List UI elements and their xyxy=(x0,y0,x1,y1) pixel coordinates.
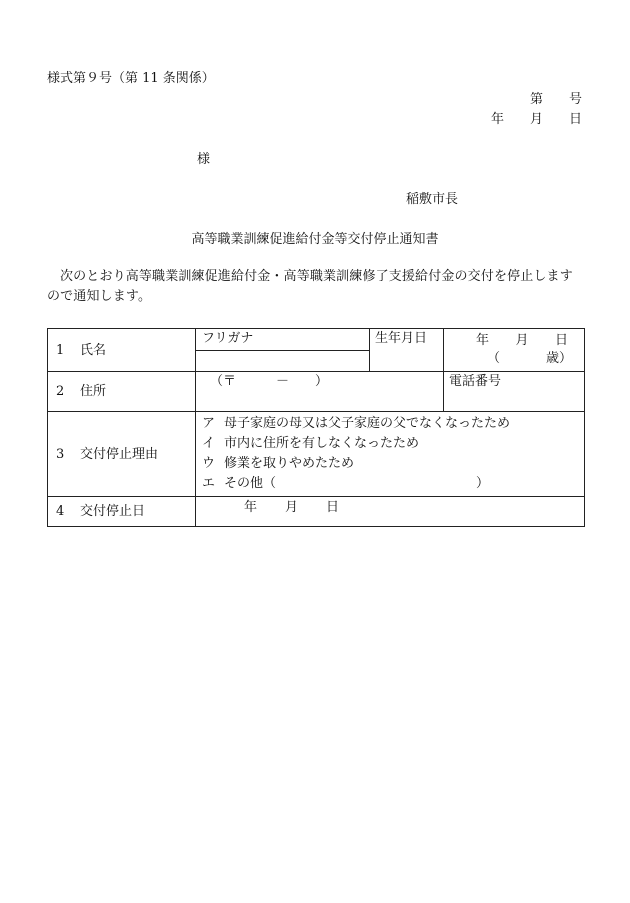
zip-close: ） xyxy=(315,374,329,389)
document-number-line xyxy=(530,93,582,106)
body-text: 次のとおり高等職業訓練促進給付金・高等職業訓練修了支援給付金の交付を停止しますので通知します。 xyxy=(47,269,573,304)
furigana-cell[interactable] xyxy=(196,329,370,351)
stop-date-month: 月 xyxy=(285,500,299,515)
address-value-cell[interactable] xyxy=(196,372,444,412)
dob-label: 生年月日 xyxy=(375,331,428,346)
issue-date-day: 日 xyxy=(568,112,582,127)
stop-date-year: 年 xyxy=(244,500,258,515)
dob-date-line xyxy=(452,332,576,350)
issue-date-line xyxy=(491,113,582,126)
reason-number: 3 xyxy=(56,446,65,462)
reason-mark: ウ xyxy=(202,456,216,471)
issue-date-year: 年 xyxy=(490,112,504,127)
reason-mark: エ xyxy=(202,476,216,491)
name-label: 氏名 xyxy=(80,342,107,358)
reason-row xyxy=(48,412,585,497)
address-row xyxy=(48,372,585,412)
age-line xyxy=(452,350,576,368)
reason-label: 交付停止理由 xyxy=(80,446,159,462)
document-number-suffix: 号 xyxy=(568,92,582,107)
dob-label-cell xyxy=(370,329,444,372)
addressee-suffix: 様 xyxy=(197,152,211,167)
reason-mark: ア xyxy=(202,416,216,431)
dob-month: 月 xyxy=(515,333,529,348)
reason-option-i[interactable] xyxy=(202,434,578,454)
zip-open: （〒 xyxy=(210,374,237,389)
age-paren-open: （ xyxy=(486,351,500,366)
stop-date-day: 日 xyxy=(326,500,340,515)
stop-date-value-cell[interactable] xyxy=(196,497,585,527)
address-label: 住所 xyxy=(80,384,107,399)
reason-options-cell xyxy=(196,412,585,497)
issue-date-month: 月 xyxy=(529,112,543,127)
age-label: 歳） xyxy=(545,351,572,366)
stop-date-row xyxy=(48,497,585,527)
reason-other-close: ） xyxy=(476,476,490,491)
reason-option-u[interactable] xyxy=(202,454,578,474)
phone-label: 電話番号 xyxy=(449,374,502,389)
stop-date-number: 4 xyxy=(56,504,65,519)
phone-cell[interactable] xyxy=(444,372,585,412)
dob-value-cell[interactable] xyxy=(444,329,585,372)
issuer-name: 稲敷市長 xyxy=(406,192,459,207)
reason-label-cell xyxy=(48,412,196,497)
reason-text: 母子家庭の母又は父子家庭の父でなくなったため xyxy=(224,416,511,431)
name-number: 1 xyxy=(56,342,65,358)
furigana-label: フリガナ xyxy=(202,331,254,346)
zip-dash: － xyxy=(276,374,290,389)
address-number: 2 xyxy=(56,384,65,399)
form-number: 様式第９号（第 11 条関係） xyxy=(47,71,215,86)
reason-text: その他（ xyxy=(224,476,277,491)
name-value-cell[interactable] xyxy=(196,350,370,372)
stop-date-label: 交付停止日 xyxy=(80,504,146,519)
notice-table xyxy=(47,328,585,527)
name-label-cell xyxy=(48,329,196,372)
reason-option-e[interactable] xyxy=(202,474,578,494)
reason-mark: イ xyxy=(202,436,216,451)
name-row-furigana xyxy=(48,329,585,351)
document-number-prefix: 第 xyxy=(529,92,543,107)
stop-date-label-cell xyxy=(48,497,196,527)
reason-text: 市内に住所を有しなくなったため xyxy=(224,436,420,451)
dob-day: 日 xyxy=(554,333,568,348)
address-label-cell xyxy=(48,372,196,412)
document-title: 高等職業訓練促進給付金等交付停止通知書 xyxy=(191,232,439,247)
reason-text: 修業を取りやめたため xyxy=(224,456,355,471)
dob-year: 年 xyxy=(476,333,490,348)
reason-option-a[interactable] xyxy=(202,414,578,434)
